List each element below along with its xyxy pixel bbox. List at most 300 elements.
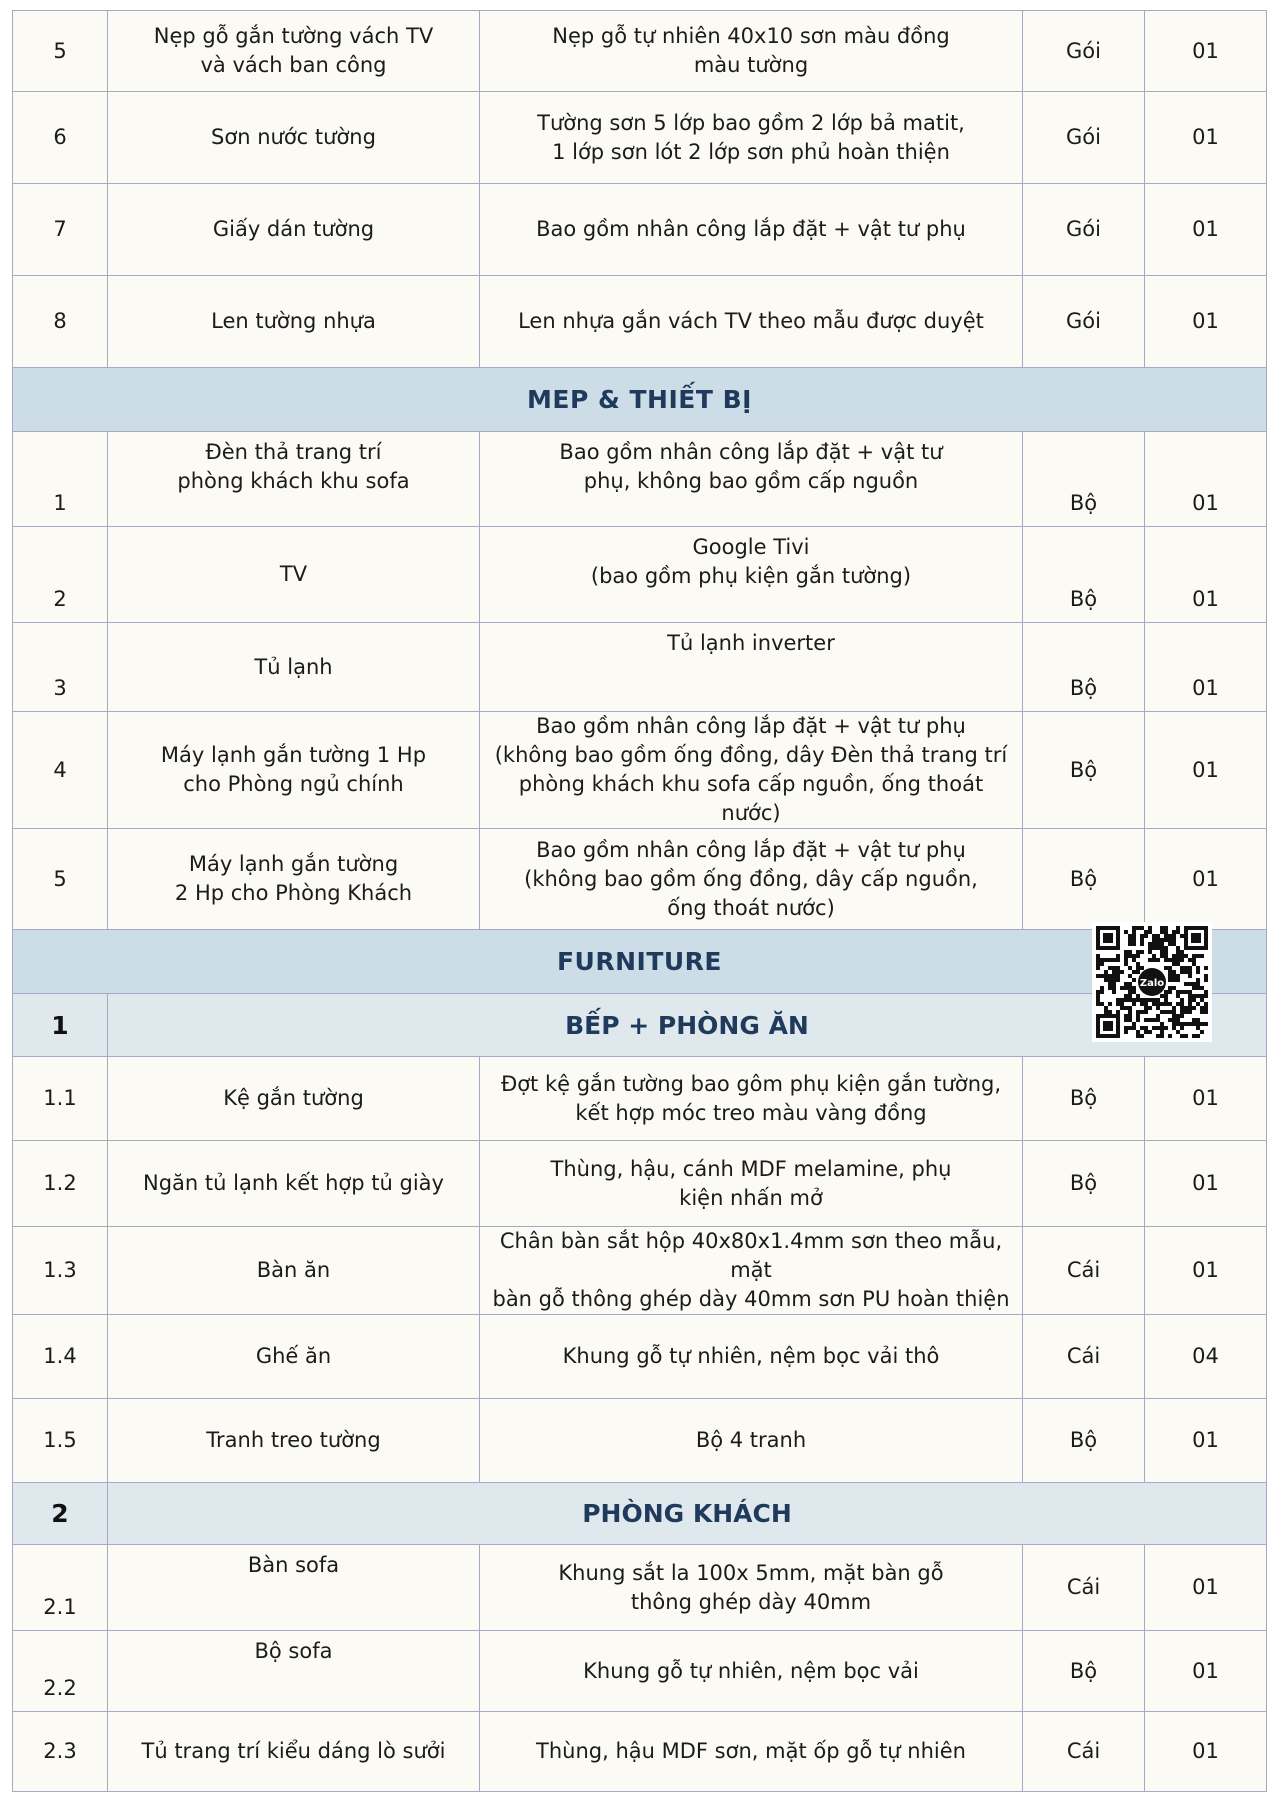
qr-module xyxy=(1176,994,1180,998)
qr-module xyxy=(1164,938,1168,942)
qr-module xyxy=(1140,938,1144,942)
qr-module xyxy=(1172,1022,1176,1026)
table-row xyxy=(13,1057,1267,1141)
qr-module xyxy=(1124,982,1128,986)
qr-module xyxy=(1096,990,1100,994)
qr-module xyxy=(1100,990,1104,994)
qr-module xyxy=(1140,934,1144,938)
qr-module xyxy=(1164,954,1168,958)
qr-module xyxy=(1160,1022,1164,1026)
qr-code-graphic xyxy=(1092,922,1212,1042)
qr-module xyxy=(1124,1018,1128,1022)
row-no: 2 xyxy=(13,527,108,623)
qr-module xyxy=(1128,994,1132,998)
row-desc: Khung gỗ tự nhiên, nệm bọc vải thô xyxy=(480,1315,1023,1399)
qr-module xyxy=(1180,934,1184,938)
qr-module xyxy=(1124,1026,1128,1030)
qr-module xyxy=(1132,938,1136,942)
row-qty: 01 xyxy=(1145,527,1267,623)
qr-module xyxy=(1184,990,1188,994)
qr-module xyxy=(1112,958,1116,962)
row-item: Len tường nhựa xyxy=(108,276,480,368)
qr-module xyxy=(1104,1006,1108,1010)
qr-module xyxy=(1120,986,1124,990)
qr-module xyxy=(1124,954,1128,958)
qr-module xyxy=(1112,966,1116,970)
qr-module xyxy=(1180,954,1184,958)
qr-module xyxy=(1096,1002,1100,1006)
table-row xyxy=(13,11,1267,92)
qr-module xyxy=(1176,1022,1180,1026)
qr-module xyxy=(1164,946,1168,950)
qr-module xyxy=(1196,966,1200,970)
qr-module xyxy=(1180,998,1184,1002)
row-desc: Tủ lạnh inverter xyxy=(480,623,1023,712)
qr-module xyxy=(1184,982,1188,986)
qr-module xyxy=(1156,1026,1160,1030)
qr-module xyxy=(1116,998,1120,1002)
qr-module xyxy=(1128,986,1132,990)
qr-module xyxy=(1188,1006,1192,1010)
qr-module xyxy=(1192,994,1196,998)
qr-module xyxy=(1192,1006,1196,1010)
row-no: 2.2 xyxy=(13,1631,108,1712)
row-unit: Bộ xyxy=(1023,623,1145,712)
qr-module xyxy=(1108,958,1112,962)
qr-module xyxy=(1140,966,1144,970)
row-qty: 01 xyxy=(1145,1712,1267,1792)
qr-module xyxy=(1148,1030,1152,1034)
qr-module xyxy=(1132,930,1136,934)
qr-module xyxy=(1132,1022,1136,1026)
qr-module xyxy=(1160,994,1164,998)
row-qty: 01 xyxy=(1145,1545,1267,1631)
qr-module xyxy=(1200,1022,1204,1026)
row-no: 5 xyxy=(13,829,108,930)
qr-logo-text: Zalo xyxy=(1139,978,1165,989)
qr-module xyxy=(1176,962,1180,966)
qr-module xyxy=(1104,978,1108,982)
row-no: 2.3 xyxy=(13,1712,108,1792)
qr-module xyxy=(1180,1014,1184,1018)
qr-module xyxy=(1112,982,1116,986)
qr-module xyxy=(1172,970,1176,974)
table-row xyxy=(13,1315,1267,1399)
table-row xyxy=(13,1631,1267,1712)
qr-module xyxy=(1096,954,1100,958)
qr-module xyxy=(1128,982,1132,986)
qr-module xyxy=(1148,946,1152,950)
qr-module xyxy=(1176,1030,1180,1034)
row-item: Tủ lạnh xyxy=(108,623,480,712)
qr-module xyxy=(1108,982,1112,986)
row-qty: 01 xyxy=(1145,1227,1267,1315)
qr-module xyxy=(1180,1034,1184,1038)
qr-module xyxy=(1104,1010,1108,1014)
qr-module xyxy=(1144,1006,1148,1010)
qr-module xyxy=(1172,974,1176,978)
row-item: Nẹp gỗ gắn tường vách TV và vách ban công xyxy=(108,11,480,92)
qr-module xyxy=(1164,958,1168,962)
qr-module xyxy=(1160,1002,1164,1006)
qr-module xyxy=(1192,1034,1196,1038)
qr-module xyxy=(1100,962,1104,966)
qr-module xyxy=(1160,1010,1164,1014)
qr-module xyxy=(1120,970,1124,974)
row-unit: Bộ xyxy=(1023,1057,1145,1141)
qr-module xyxy=(1192,962,1196,966)
qr-module xyxy=(1168,986,1172,990)
qr-module xyxy=(1152,1026,1156,1030)
qr-module xyxy=(1172,938,1176,942)
row-no: 4 xyxy=(13,712,108,829)
qr-module xyxy=(1140,942,1144,946)
qr-module xyxy=(1184,954,1188,958)
qr-module xyxy=(1188,1022,1192,1026)
qr-module xyxy=(1152,942,1156,946)
qr-module xyxy=(1124,994,1128,998)
qr-module xyxy=(1180,1010,1184,1014)
table-row xyxy=(13,829,1267,930)
qr-module xyxy=(1136,1018,1140,1022)
table-row xyxy=(13,1141,1267,1227)
row-qty: 04 xyxy=(1145,1315,1267,1399)
qr-module xyxy=(1148,926,1152,930)
qr-module xyxy=(1128,966,1132,970)
qr-module xyxy=(1204,1022,1208,1026)
section-title-mep: MEP & THIẾT BỊ xyxy=(13,368,1267,432)
row-desc: Bao gồm nhân công lắp đặt + vật tư phụ xyxy=(480,184,1023,276)
qr-module xyxy=(1196,1034,1200,1038)
qr-code-icon xyxy=(1092,922,1212,1042)
row-unit: Gói xyxy=(1023,11,1145,92)
qr-module xyxy=(1136,994,1140,998)
row-qty: 01 xyxy=(1145,92,1267,184)
qr-module xyxy=(1128,990,1132,994)
qr-module xyxy=(1108,1010,1112,1014)
qr-module xyxy=(1100,1002,1104,1006)
row-desc: Đợt kệ gắn tường bao gôm phụ kiện gắn tường, kết hợp móc treo màu vàng đồng xyxy=(480,1057,1023,1141)
qr-module xyxy=(1152,998,1156,1002)
qr-module xyxy=(1144,1018,1148,1022)
qr-module xyxy=(1204,1002,1208,1006)
qr-module xyxy=(1144,1002,1148,1006)
qr-module xyxy=(1164,994,1168,998)
row-no: 3 xyxy=(13,623,108,712)
qr-module xyxy=(1152,958,1156,962)
qr-module xyxy=(1128,942,1132,946)
qr-module xyxy=(1128,954,1132,958)
qr-module xyxy=(1192,1018,1196,1022)
qr-module xyxy=(1136,1034,1140,1038)
subsection-row xyxy=(13,994,1267,1057)
table-row xyxy=(13,1399,1267,1483)
row-item: Bộ sofa xyxy=(108,1631,480,1712)
qr-module xyxy=(1168,990,1172,994)
qr-module xyxy=(1172,1014,1176,1018)
group-no: 1 xyxy=(13,994,108,1057)
row-item: Ghế ăn xyxy=(108,1315,480,1399)
qr-module xyxy=(1188,982,1192,986)
qr-module xyxy=(1160,950,1164,954)
qr-module xyxy=(1156,938,1160,942)
qr-module xyxy=(1144,930,1148,934)
table-row xyxy=(13,1545,1267,1631)
qr-module xyxy=(1108,986,1112,990)
qr-module xyxy=(1176,930,1180,934)
qr-module xyxy=(1148,950,1152,954)
qr-module xyxy=(1172,986,1176,990)
qr-module xyxy=(1100,958,1104,962)
qr-module xyxy=(1128,934,1132,938)
row-qty: 01 xyxy=(1145,11,1267,92)
qr-module xyxy=(1156,946,1160,950)
qr-module xyxy=(1136,998,1140,1002)
qr-module xyxy=(1160,1034,1164,1038)
row-qty: 01 xyxy=(1145,623,1267,712)
row-desc: Bao gồm nhân công lắp đặt + vật tư phụ, không bao gồm cấp nguồn xyxy=(480,432,1023,527)
qr-module xyxy=(1096,958,1100,962)
qr-module xyxy=(1168,942,1172,946)
group-title-living-room: PHÒNG KHÁCH xyxy=(108,1483,1267,1545)
qr-module xyxy=(1200,986,1204,990)
qr-module xyxy=(1144,998,1148,1002)
qr-module xyxy=(1132,990,1136,994)
qr-module xyxy=(1112,978,1116,982)
qr-module xyxy=(1180,950,1184,954)
qr-module xyxy=(1132,970,1136,974)
qr-module xyxy=(1124,1030,1128,1034)
qr-module xyxy=(1172,1006,1176,1010)
qr-module xyxy=(1156,934,1160,938)
qr-module xyxy=(1100,986,1104,990)
qr-module xyxy=(1156,1002,1160,1006)
qr-module xyxy=(1156,1006,1160,1010)
qr-module xyxy=(1120,998,1124,1002)
row-qty: 01 xyxy=(1145,1399,1267,1483)
qr-module xyxy=(1112,990,1116,994)
row-qty: 01 xyxy=(1145,712,1267,829)
qr-module xyxy=(1132,934,1136,938)
qr-module xyxy=(1164,930,1168,934)
qr-module xyxy=(1124,958,1128,962)
qr-module xyxy=(1160,1030,1164,1034)
row-unit: Cái xyxy=(1023,1545,1145,1631)
qr-module xyxy=(1128,938,1132,942)
row-no: 6 xyxy=(13,92,108,184)
qr-module xyxy=(1104,970,1108,974)
qr-module xyxy=(1196,978,1200,982)
qr-module xyxy=(1180,970,1184,974)
table-row xyxy=(13,623,1267,712)
row-desc: Google Tivi (bao gồm phụ kiện gắn tường) xyxy=(480,527,1023,623)
qr-module xyxy=(1172,978,1176,982)
qr-module xyxy=(1124,962,1128,966)
qr-module xyxy=(1140,1034,1144,1038)
row-unit: Bộ xyxy=(1023,1141,1145,1227)
qr-module xyxy=(1128,1014,1132,1018)
qr-module xyxy=(1204,978,1208,982)
qr-module xyxy=(1204,1006,1208,1010)
qr-module xyxy=(1168,966,1172,970)
qr-module xyxy=(1156,942,1160,946)
qr-module xyxy=(1128,950,1132,954)
row-qty: 01 xyxy=(1145,432,1267,527)
qr-module xyxy=(1136,926,1140,930)
row-desc: Bao gồm nhân công lắp đặt + vật tư phụ (không bao gồm ống đồng, dây Đèn thả trang trí phòng khách khu sofa cấp nguồn, ống thoát nước) xyxy=(480,712,1023,829)
row-desc: Thùng, hậu MDF sơn, mặt ốp gỗ tự nhiên xyxy=(480,1712,1023,1792)
row-no: 1.2 xyxy=(13,1141,108,1227)
qr-module xyxy=(1152,946,1156,950)
qr-module xyxy=(1160,942,1164,946)
qr-module xyxy=(1200,1030,1204,1034)
qr-module xyxy=(1188,1010,1192,1014)
qr-module xyxy=(1148,942,1152,946)
row-item: Tủ trang trí kiểu dáng lò sưởi xyxy=(108,1712,480,1792)
row-desc: Bao gồm nhân công lắp đặt + vật tư phụ (không bao gồm ống đồng, dây cấp nguồn, ống thoát nước) xyxy=(480,829,1023,930)
qr-module xyxy=(1200,994,1204,998)
qr-module xyxy=(1164,966,1168,970)
qr-module xyxy=(1184,970,1188,974)
row-desc: Nẹp gỗ tự nhiên 40x10 sơn màu đồng màu tường xyxy=(480,11,1023,92)
qr-module xyxy=(1144,1026,1148,1030)
qr-module xyxy=(1132,986,1136,990)
qr-module xyxy=(1176,990,1180,994)
row-item: Giấy dán tường xyxy=(108,184,480,276)
qr-module xyxy=(1096,962,1100,966)
qr-module xyxy=(1176,1002,1180,1006)
qr-module xyxy=(1128,1018,1132,1022)
qr-module xyxy=(1104,958,1108,962)
qr-module xyxy=(1180,958,1184,962)
qr-module xyxy=(1132,998,1136,1002)
qr-module xyxy=(1112,986,1116,990)
qr-module xyxy=(1100,974,1104,978)
qr-module xyxy=(1168,978,1172,982)
qr-module xyxy=(1168,970,1172,974)
qr-module xyxy=(1152,954,1156,958)
qr-module xyxy=(1156,998,1160,1002)
qr-module xyxy=(1132,942,1136,946)
qr-module xyxy=(1164,950,1168,954)
qr-module xyxy=(1200,1006,1204,1010)
qr-module xyxy=(1148,958,1152,962)
qr-module xyxy=(1184,1022,1188,1026)
qr-module xyxy=(1180,990,1184,994)
qr-module xyxy=(1196,1022,1200,1026)
qr-module xyxy=(1132,1002,1136,1006)
qr-module xyxy=(1188,1002,1192,1006)
row-no: 5 xyxy=(13,11,108,92)
qr-module xyxy=(1096,994,1100,998)
qr-module xyxy=(1096,998,1100,1002)
row-no: 1.3 xyxy=(13,1227,108,1315)
table-row xyxy=(13,712,1267,829)
qr-module xyxy=(1116,970,1120,974)
qr-module xyxy=(1168,1034,1172,1038)
qr-module xyxy=(1172,930,1176,934)
qr-module xyxy=(1204,990,1208,994)
row-unit: Gói xyxy=(1023,184,1145,276)
table-row xyxy=(13,92,1267,184)
qr-module xyxy=(1172,1018,1176,1022)
qr-module xyxy=(1176,978,1180,982)
row-unit: Cái xyxy=(1023,1315,1145,1399)
qr-module xyxy=(1176,1014,1180,1018)
section-row xyxy=(13,930,1267,994)
row-no: 1.4 xyxy=(13,1315,108,1399)
row-item: Ngăn tủ lạnh kết hợp tủ giày xyxy=(108,1141,480,1227)
table-row xyxy=(13,1227,1267,1315)
qr-module xyxy=(1192,986,1196,990)
qr-module xyxy=(1112,974,1116,978)
qr-module xyxy=(1132,978,1136,982)
row-item: Bàn ăn xyxy=(108,1227,480,1315)
qr-module xyxy=(1140,1026,1144,1030)
qr-module xyxy=(1156,1014,1160,1018)
qr-module xyxy=(1136,954,1140,958)
qr-module xyxy=(1136,970,1140,974)
row-item: Máy lạnh gắn tường 1 Hp cho Phòng ngủ chính xyxy=(108,712,480,829)
qr-module xyxy=(1132,1026,1136,1030)
qr-module xyxy=(1128,1006,1132,1010)
row-desc: Thùng, hậu, cánh MDF melamine, phụ kiện nhấn mở xyxy=(480,1141,1023,1227)
row-unit: Bộ xyxy=(1023,712,1145,829)
qr-module xyxy=(1172,954,1176,958)
table-row xyxy=(13,432,1267,527)
qr-module xyxy=(1188,970,1192,974)
qr-module xyxy=(1096,974,1100,978)
qr-module xyxy=(1168,958,1172,962)
qr-module xyxy=(1176,946,1180,950)
qr-module xyxy=(1160,930,1164,934)
qr-module xyxy=(1176,958,1180,962)
qr-module xyxy=(1164,998,1168,1002)
row-desc: Khung gỗ tự nhiên, nệm bọc vải xyxy=(480,1631,1023,1712)
table-row xyxy=(13,184,1267,276)
qr-module xyxy=(1168,1018,1172,1022)
qr-module xyxy=(1172,934,1176,938)
qr-module xyxy=(1184,1034,1188,1038)
qr-module xyxy=(1168,1002,1172,1006)
qr-module xyxy=(1136,1010,1140,1014)
row-no: 1.1 xyxy=(13,1057,108,1141)
qr-module xyxy=(1116,974,1120,978)
qr-module xyxy=(1136,950,1140,954)
qr-module xyxy=(1156,1018,1160,1022)
qr-module xyxy=(1136,966,1140,970)
qr-module xyxy=(1200,954,1204,958)
qr-module xyxy=(1116,966,1120,970)
qr-module xyxy=(1172,1010,1176,1014)
qr-module xyxy=(1196,986,1200,990)
row-no: 1.5 xyxy=(13,1399,108,1483)
qr-module xyxy=(1172,958,1176,962)
row-unit: Bộ xyxy=(1023,527,1145,623)
qr-module xyxy=(1196,1026,1200,1030)
qr-module xyxy=(1172,942,1176,946)
row-unit: Cái xyxy=(1023,1227,1145,1315)
row-no: 2.1 xyxy=(13,1545,108,1631)
row-item: TV xyxy=(108,527,480,623)
qr-module xyxy=(1120,1002,1124,1006)
qr-module xyxy=(1136,1030,1140,1034)
section-title-furniture: FURNITURE xyxy=(13,930,1267,994)
row-item: Sơn nước tường xyxy=(108,92,480,184)
quotation-table xyxy=(12,10,1267,1792)
qr-module xyxy=(1176,1018,1180,1022)
qr-module xyxy=(1148,1006,1152,1010)
